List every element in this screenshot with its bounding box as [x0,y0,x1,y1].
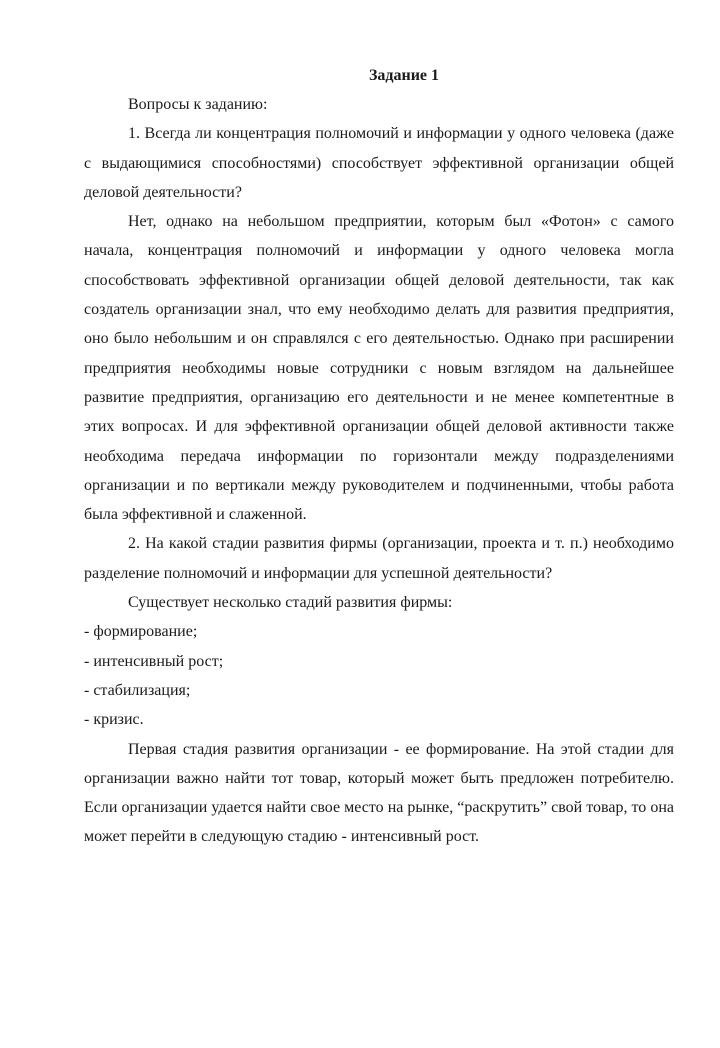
stage-list-item: - кризис. [84,711,144,729]
answer-1: Нет, однако на небольшом предприятии, которым был «Фотон» с самого начала, концентрация полномочий и информации у одного человека могла способствовать эффективной организации общей деловой деятельности, так как создатель организации знал, что ему необходимо делать для развития предприятия, оно было небольшим и он справлялся с его деятельностью. Однако при расширении предприятия необходимы новые сотрудники с новым взглядом на дальнейшее развитие предприятия, организацию его деятельности и не менее компетентные в этих вопросах. И для эффективной организации общей деловой активности также необходима передача информации по горизонтали между подразделениями организации и по вертикали между руководителем и подчиненными, чтобы работа была эффективной и слаженной. [84,213,674,524]
questions-intro: Вопросы к заданию: [128,96,268,113]
stage-list-item: - интенсивный рост; [84,652,224,670]
question-1: 1. Всегда ли концентрация полномочий и информации у одного человека (даже с выдающимися способностями) способствует эффективной организации общей деловой деятельности? [84,125,674,201]
question-2: 2. На какой стадии развития фирмы (организации, проекта и т. п.) необходимо разделение полномочий и информации для успешной деятельности? [84,535,674,582]
stage-1-paragraph: Первая стадия развития организации - ее формирование. На этой стадии для организации важно найти тот товар, который может быть предложен потребителю. Если организации удается найти свое место на рынке, “раскрутить” свой товар, то она может перейти в следующую стадию - интенсивный рост. [84,740,674,846]
stages-intro: Существует несколько стадий развития фирмы: [128,594,453,612]
document-body [84,61,674,852]
assignment-title: Задание 1 [368,67,440,84]
stage-list-item: - формирование; [84,623,198,641]
stage-list-item: - стабилизация; [84,681,191,699]
